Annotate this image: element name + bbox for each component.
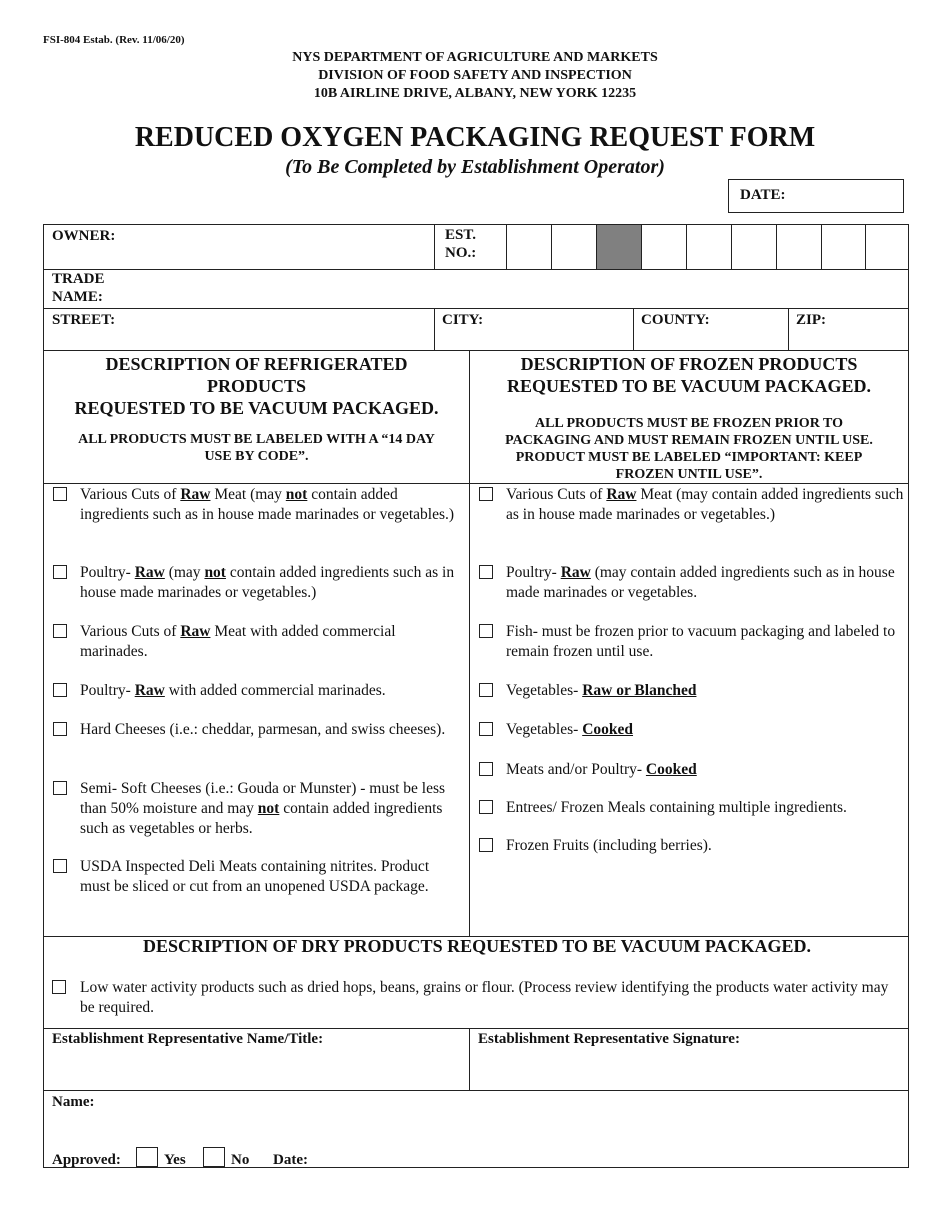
est-no-digit[interactable]: [686, 225, 731, 269]
item-text: Entrees/ Frozen Meals containing multiple ingredients.: [506, 799, 847, 816]
est-no-separator: [596, 225, 641, 269]
approved-yes-label: Yes: [164, 1152, 186, 1168]
trade-name-label-1: TRADE: [52, 271, 105, 287]
trade-name-label-2: NAME:: [52, 289, 103, 305]
form-code: FSI-804 Estab. (Rev. 11/06/20): [43, 34, 185, 46]
zip-label: ZIP:: [796, 312, 826, 328]
emphasis-text: Cooked: [582, 721, 634, 738]
agency-name: NYS DEPARTMENT OF AGRICULTURE AND MARKETS: [292, 50, 658, 65]
rep-name-label: Establishment Representative Name/Title:: [52, 1031, 324, 1047]
item-text: Vegetables-: [506, 682, 583, 699]
checklist-checkbox[interactable]: [53, 487, 67, 501]
item-text: Various Cuts of: [80, 486, 181, 503]
owner-label: OWNER:: [52, 228, 116, 244]
checklist-checkbox[interactable]: [479, 624, 493, 638]
checklist-text: [80, 720, 463, 740]
checklist-text: [506, 836, 904, 856]
approved-no-checkbox[interactable]: [203, 1147, 225, 1167]
item-text: Semi- Soft Cheeses (i.e.: Gouda or Munster) - must be less than 50% moisture and may: [80, 780, 446, 817]
checklist-checkbox[interactable]: [53, 565, 67, 579]
checklist-checkbox[interactable]: [479, 838, 493, 852]
approved-label: Approved:: [52, 1152, 121, 1168]
item-text: Fish- must be frozen prior to vacuum packaging and labeled to remain frozen until use.: [506, 623, 896, 660]
form-subtitle: (To Be Completed by Establishment Operator): [285, 156, 665, 178]
emphasis-text: not: [257, 800, 280, 817]
emphasis-text: Raw: [180, 623, 211, 640]
item-text: Meat (may: [210, 486, 286, 503]
checklist-checkbox[interactable]: [53, 859, 67, 873]
street-label: STREET:: [52, 312, 116, 328]
checklist-checkbox[interactable]: [479, 762, 493, 776]
checklist-text: [80, 681, 463, 701]
agency-division: DIVISION OF FOOD SAFETY AND INSPECTION: [318, 68, 632, 83]
dry-item-text: Low water activity products such as dried hops, beans, grains or flour. (Process review identifying the products water activity may be required.: [80, 979, 889, 1016]
est-no-digit[interactable]: [641, 225, 686, 269]
emphasis-text: Raw: [134, 564, 165, 581]
emphasis-text: Raw: [134, 682, 165, 699]
checklist-text: [80, 622, 463, 662]
frozen-header: DESCRIPTION OF FROZEN PRODUCTS REQUESTED TO BE VACUUM PACKAGED. ALL PRODUCTS MUST BE FROZEN PRIOR TO PACKAGING AND MUST REMAIN FROZEN UNTIL USE. PRODUCT MUST BE LABELED “IMPORTANT: KEEP FROZEN UNTIL USE”.: [505, 354, 873, 482]
item-text: contain added ingredients such as in house made marinades or vegetables.): [80, 486, 455, 523]
checklist-text: [506, 681, 904, 701]
refrigerated-header: DESCRIPTION OF REFRIGERATED PRODUCTS REQUESTED TO BE VACUUM PACKAGED. ALL PRODUCTS MUST BE LABELED WITH A “14 DAY USE BY CODE”.: [74, 354, 439, 464]
emphasis-text: not: [204, 564, 226, 581]
name-label: Name:: [52, 1094, 95, 1110]
item-text: Meat (may contain added ingredients such as in house made marinades or vegetables.): [506, 486, 904, 523]
est-no-label-2: NO.:: [445, 245, 477, 261]
emphasis-text: Raw: [606, 486, 637, 503]
est-no-digit[interactable]: [865, 225, 909, 269]
item-text: USDA Inspected Deli Meats containing nitrites. Product must be sliced or cut from an unopened USDA package.: [80, 858, 430, 895]
item-text: Meats and/or Poultry-: [506, 761, 646, 778]
checklist-checkbox[interactable]: [53, 781, 67, 795]
dry-header: DESCRIPTION OF DRY PRODUCTS REQUESTED TO BE VACUUM PACKAGED.: [143, 936, 811, 956]
date-field[interactable]: [728, 179, 904, 213]
form-title: REDUCED OXYGEN PACKAGING REQUEST FORM: [134, 122, 816, 153]
dry-item-checkbox[interactable]: [52, 980, 66, 994]
checklist-text: [80, 857, 463, 897]
county-label: COUNTY:: [641, 312, 710, 328]
emphasis-text: Raw: [560, 564, 591, 581]
checklist-checkbox[interactable]: [53, 683, 67, 697]
approval-date-label: Date:: [273, 1152, 308, 1168]
est-no-digit[interactable]: [731, 225, 776, 269]
checklist-checkbox[interactable]: [53, 624, 67, 638]
approved-no-label: No: [231, 1152, 250, 1168]
item-text: Meat with added commercial marinades.: [80, 623, 396, 660]
est-no-digit[interactable]: [551, 225, 596, 269]
city-label: CITY:: [442, 312, 484, 328]
est-no-label-1: EST.: [445, 227, 476, 243]
item-text: (may contain added ingredients such as in house made marinades or vegetables.: [506, 564, 895, 601]
checklist-text: [506, 760, 904, 780]
emphasis-text: Cooked: [645, 761, 697, 778]
est-no-digit[interactable]: [776, 225, 821, 269]
item-text: Poultry-: [80, 682, 135, 699]
checklist-checkbox[interactable]: [479, 565, 493, 579]
est-no-digit[interactable]: [821, 225, 865, 269]
agency-address: 10B AIRLINE DRIVE, ALBANY, NEW YORK 12235: [313, 86, 637, 101]
item-text: with added commercial marinades.: [164, 682, 386, 699]
item-text: Poultry-: [80, 564, 135, 581]
rep-signature-label: Establishment Representative Signature:: [478, 1031, 740, 1047]
checklist-checkbox[interactable]: [479, 722, 493, 736]
item-text: contain added ingredients such as vegetables or herbs.: [80, 800, 443, 837]
item-text: Frozen Fruits (including berries).: [506, 837, 712, 854]
item-text: Hard Cheeses (i.e.: cheddar, parmesan, and swiss cheeses).: [80, 721, 446, 738]
item-text: Vegetables-: [506, 721, 583, 738]
emphasis-text: Raw: [180, 486, 211, 503]
checklist-text: [80, 485, 463, 525]
checklist-text: [506, 485, 904, 525]
emphasis-text: Raw or Blanched: [582, 682, 697, 699]
form-table: [43, 224, 909, 1168]
approved-yes-checkbox[interactable]: [136, 1147, 158, 1167]
checklist-checkbox[interactable]: [479, 487, 493, 501]
item-text: Various Cuts of: [80, 623, 181, 640]
checklist-checkbox[interactable]: [53, 722, 67, 736]
checklist-text: [506, 622, 904, 662]
checklist-checkbox[interactable]: [479, 800, 493, 814]
checklist-text: [80, 563, 463, 603]
est-no-digit[interactable]: [506, 225, 551, 269]
checklist-text: [506, 563, 904, 603]
checklist-text: [506, 720, 904, 740]
emphasis-text: not: [285, 486, 308, 503]
item-text: (may: [164, 564, 205, 581]
item-text: contain added ingredients such as in house made marinades or vegetables.): [80, 564, 455, 601]
checklist-checkbox[interactable]: [479, 683, 493, 697]
date-label: DATE:: [740, 187, 786, 203]
checklist-text: [80, 779, 463, 839]
checklist-text: [506, 798, 904, 818]
item-text: Various Cuts of: [506, 486, 607, 503]
item-text: Poultry-: [506, 564, 561, 581]
